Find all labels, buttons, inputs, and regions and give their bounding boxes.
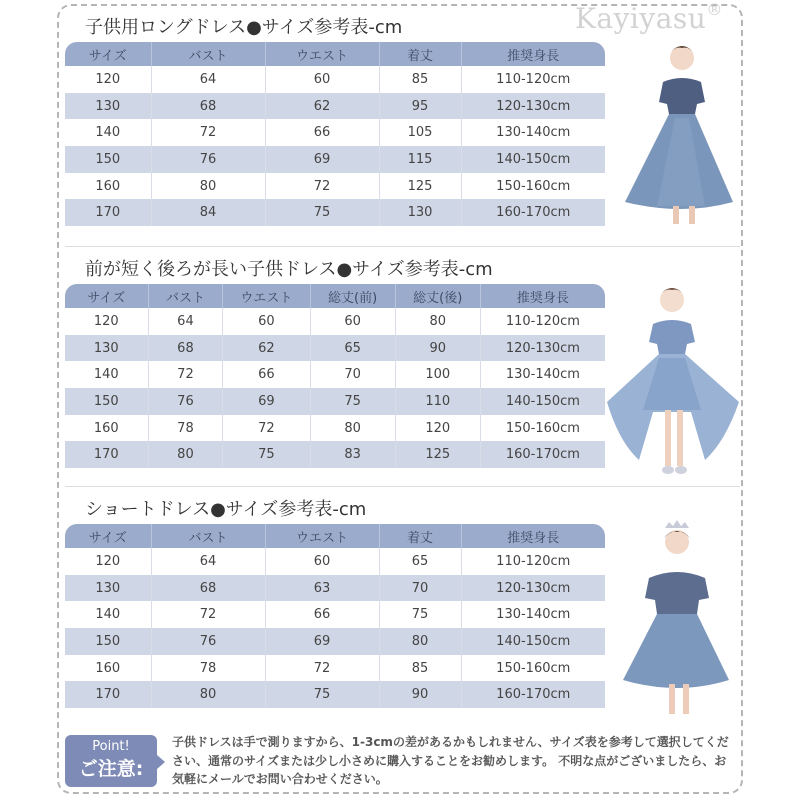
table-row [65,173,605,200]
table-cell: 70 [379,575,461,602]
table-cell: 66 [223,361,310,388]
table-cell: 76 [151,146,265,173]
table-row [65,93,605,120]
table-cell: 72 [151,119,265,146]
table-cell: 62 [223,335,310,362]
table-cell: 110 [395,388,480,415]
col-header: サイズ [65,284,148,308]
section-title: ショートドレス●サイズ参考表-cm [85,499,367,520]
caution-label: ご注意: [78,758,144,780]
table-cell: 140 [65,361,148,388]
table-header-row [65,42,605,66]
point-label: Point! [92,739,130,754]
table-cell: 160 [65,655,151,682]
table-cell: 95 [379,93,461,120]
table-cell: 60 [265,548,379,575]
dress-illustration-icon [605,40,740,240]
table-cell: 115 [379,146,461,173]
table-cell: 105 [379,119,461,146]
col-header: ウエスト [223,284,310,308]
table-cell: 72 [265,655,379,682]
table-cell: 75 [265,681,379,708]
table-cell: 140 [65,601,151,628]
table-row [65,146,605,173]
col-header: バスト [151,524,265,548]
table-cell: 65 [379,548,461,575]
table-cell: 75 [223,441,310,468]
col-header: バスト [148,284,223,308]
table-cell: 140 [65,119,151,146]
table-cell: 80 [395,308,480,335]
col-header: 推奨身長 [461,42,605,66]
table-cell: 160-170cm [461,199,605,226]
table-row [65,601,605,628]
table-cell: 72 [151,601,265,628]
table-header-row [65,524,605,548]
note-text: 子供ドレスは手で測りますから、1-3cmの差があるかもしれません、サイズ表を参考して選択してください、通常のサイズまたは少し小さめに購入することをお勧めします。 不明な点がございましたら、お気軽にメールでお問い合わせください。 [172,735,729,786]
table-cell: 63 [265,575,379,602]
table-cell: 80 [310,415,395,442]
table-cell: 80 [148,441,223,468]
col-header: ウエスト [265,524,379,548]
table-cell: 70 [310,361,395,388]
col-header: 推奨身長 [480,284,605,308]
size-table [65,284,605,468]
table-cell: 69 [265,628,379,655]
hi-low-dress-size-section [65,256,605,468]
table-cell: 100 [395,361,480,388]
table-cell: 130 [379,199,461,226]
table-cell: 120 [65,66,151,93]
table-cell: 72 [148,361,223,388]
table-row [65,548,605,575]
table-row [65,308,605,335]
col-header: サイズ [65,42,151,66]
table-row [65,361,605,388]
table-cell: 69 [265,146,379,173]
table-cell: 80 [151,681,265,708]
table-cell: 120 [395,415,480,442]
table-cell: 130 [65,93,151,120]
table-cell: 80 [151,173,265,200]
table-cell: 150-160cm [480,415,605,442]
table-cell: 68 [148,335,223,362]
size-note [65,733,735,789]
table-cell: 110-120cm [461,548,605,575]
dress-illustration-icon [605,520,740,720]
table-cell: 125 [395,441,480,468]
long-dress-photo [605,40,740,240]
table-cell: 160-170cm [480,441,605,468]
section-divider [65,246,740,247]
table-cell: 72 [265,173,379,200]
table-cell: 150-160cm [461,655,605,682]
table-cell: 170 [65,681,151,708]
section-divider [65,486,740,487]
table-cell: 78 [151,655,265,682]
col-header: 総丈(前) [310,284,395,308]
table-cell: 85 [379,655,461,682]
table-cell: 76 [151,628,265,655]
section-title: 子供用ロングドレス●サイズ参考表-cm [85,17,403,38]
table-cell: 72 [223,415,310,442]
long-dress-size-section [65,14,605,226]
table-cell: 68 [151,575,265,602]
table-row [65,66,605,93]
table-cell: 170 [65,441,148,468]
col-header: 着丈 [379,524,461,548]
table-cell: 120-130cm [461,575,605,602]
size-table [65,524,605,708]
table-cell: 110-120cm [480,308,605,335]
table-cell: 150 [65,146,151,173]
table-cell: 150-160cm [461,173,605,200]
table-cell: 84 [151,199,265,226]
table-cell: 78 [148,415,223,442]
table-cell: 76 [148,388,223,415]
table-cell: 120-130cm [480,335,605,362]
table-cell: 80 [379,628,461,655]
table-cell: 160-170cm [461,681,605,708]
table-cell: 120-130cm [461,93,605,120]
table-cell: 69 [223,388,310,415]
table-cell: 66 [265,601,379,628]
table-cell: 64 [151,548,265,575]
table-cell: 60 [310,308,395,335]
table-cell: 130 [65,575,151,602]
table-cell: 140-150cm [480,388,605,415]
table-cell: 66 [265,119,379,146]
table-cell: 68 [151,93,265,120]
table-header-row [65,284,605,308]
table-cell: 130 [65,335,148,362]
table-cell: 140-150cm [461,146,605,173]
table-cell: 120 [65,308,148,335]
table-cell: 64 [151,66,265,93]
size-table [65,42,605,226]
col-header: 総丈(後) [395,284,480,308]
table-cell: 75 [379,601,461,628]
table-row [65,415,605,442]
section-title: 前が短く後ろが長い子供ドレス●サイズ参考表-cm [85,259,493,280]
table-cell: 110-120cm [461,66,605,93]
table-cell: 83 [310,441,395,468]
table-row [65,575,605,602]
table-cell: 140-150cm [461,628,605,655]
table-row [65,335,605,362]
col-header: 着丈 [379,42,461,66]
short-dress-photo [605,520,740,720]
table-cell: 130-140cm [461,601,605,628]
col-header: 推奨身長 [461,524,605,548]
table-cell: 64 [148,308,223,335]
table-cell: 60 [265,66,379,93]
table-cell: 90 [379,681,461,708]
table-cell: 130-140cm [480,361,605,388]
table-cell: 75 [265,199,379,226]
hi-low-dress-photo [605,282,740,482]
table-cell: 150 [65,388,148,415]
table-cell: 125 [379,173,461,200]
brand-name: Kayiyasu [575,2,707,35]
table-cell: 90 [395,335,480,362]
table-cell: 170 [65,199,151,226]
col-header: バスト [151,42,265,66]
table-cell: 60 [223,308,310,335]
table-cell: 75 [310,388,395,415]
table-cell: 85 [379,66,461,93]
col-header: ウエスト [265,42,379,66]
table-cell: 65 [310,335,395,362]
table-row [65,119,605,146]
short-dress-size-section [65,496,605,708]
table-cell: 150 [65,628,151,655]
table-cell: 62 [265,93,379,120]
table-row [65,388,605,415]
table-row [65,199,605,226]
table-row [65,628,605,655]
table-cell: 120 [65,548,151,575]
table-row [65,655,605,682]
table-cell: 160 [65,415,148,442]
table-cell: 130-140cm [461,119,605,146]
table-row [65,681,605,708]
col-header: サイズ [65,524,151,548]
table-cell: 160 [65,173,151,200]
registered-mark: ® [706,0,723,19]
dress-illustration-icon [605,282,740,482]
point-badge [65,735,157,787]
table-row [65,441,605,468]
